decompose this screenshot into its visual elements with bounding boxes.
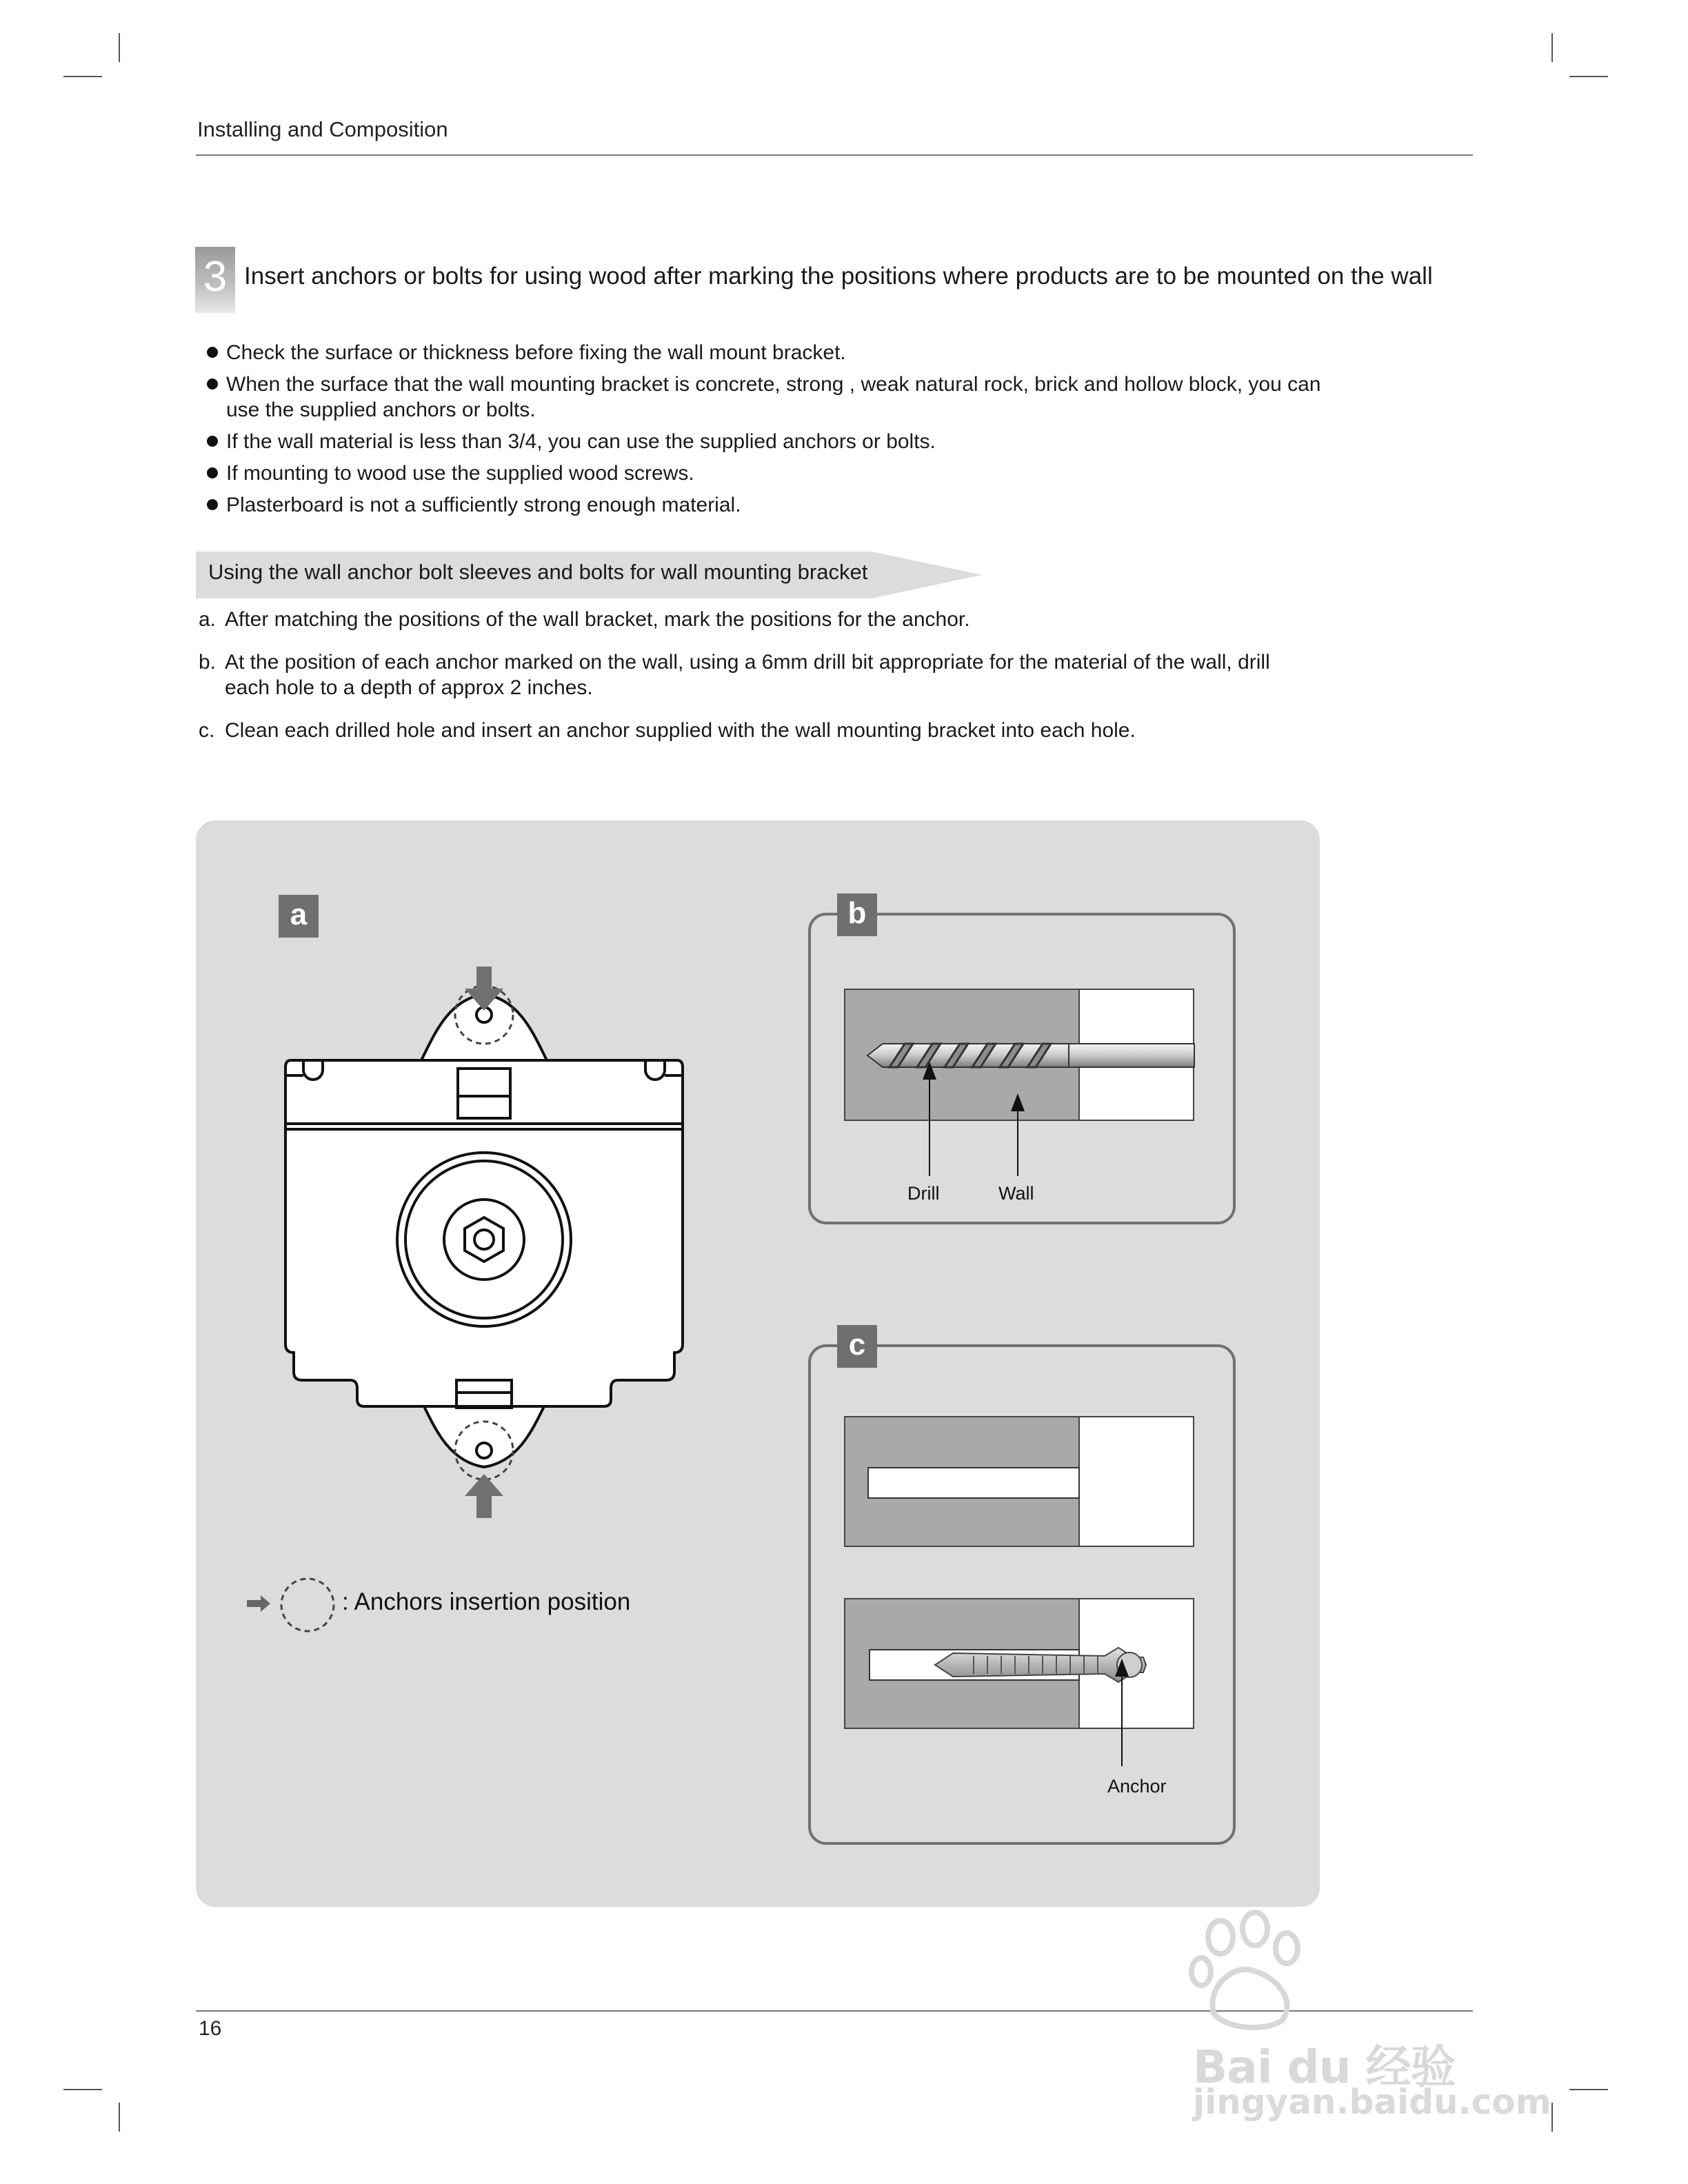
list-item-text: If the wall material is less than 3/4, you can use the supplied anchors or bolts. (226, 430, 936, 453)
callout-arrows (910, 1062, 1034, 1179)
page-number: 16 (199, 2017, 222, 2040)
step-title: Insert anchors or bolts for using wood after marking the positions where products are to be mounted on the wall (244, 263, 1433, 290)
list-item (207, 340, 1379, 365)
section-header: Installing and Composition (197, 117, 448, 141)
figure-label-b: b (837, 893, 877, 936)
crop-mark (63, 2089, 102, 2090)
drill-label: Drill (907, 1183, 940, 1204)
list-item-text: If mounting to wood use the supplied wood screws. (226, 462, 694, 485)
instruction-step (199, 607, 1371, 632)
crop-mark (1569, 2089, 1608, 2090)
list-item (207, 429, 1379, 454)
instruction-steps (199, 607, 1371, 760)
step-text: At the position of each anchor marked on the wall, using a 6mm drill bit appropriate for the material of the wall, drill each hole to a depth of approx 2 inches. (225, 651, 1270, 699)
bullet-dot-icon (207, 347, 218, 358)
drilled-hole (867, 1467, 1080, 1499)
dashed-circle-icon (279, 1576, 336, 1634)
anchor-callout-arrow (1112, 1659, 1132, 1769)
step-number: 3 (203, 253, 228, 301)
step-text: After matching the positions of the wall bracket, mark the positions for the anchor. (225, 608, 970, 631)
wall-label: Wall (998, 1183, 1034, 1204)
crop-mark (119, 2103, 120, 2132)
crop-mark (119, 33, 120, 62)
bullet-dot-icon (207, 467, 218, 478)
step-letter: b. (199, 651, 217, 674)
header-rule (196, 154, 1473, 156)
crop-mark (1551, 33, 1553, 62)
instruction-step (199, 649, 1371, 700)
step-letter: a. (199, 608, 217, 631)
open-side (1078, 1416, 1194, 1547)
list-item (207, 372, 1379, 423)
crop-mark (63, 76, 102, 77)
instruction-step (199, 718, 1371, 743)
list-item-text: Check the surface or thickness before fixing the wall mount bracket. (226, 341, 846, 364)
bullet-dot-icon (207, 499, 218, 510)
bullet-list (207, 340, 1379, 524)
crop-mark (1569, 76, 1608, 77)
legend-text: : Anchors insertion position (342, 1588, 631, 1615)
wall-bracket-illustration (276, 958, 703, 1530)
figure-label-a: a (279, 895, 319, 938)
paw-logo-icon (1186, 1910, 1310, 2034)
bullet-dot-icon (207, 378, 218, 390)
arrow-icon (247, 1595, 270, 1612)
bullet-dot-icon (207, 436, 218, 447)
list-item-text: Plasterboard is not a sufficiently strong enough material. (226, 494, 741, 516)
subsection-title: Using the wall anchor bolt sleeves and bolts for wall mounting bracket (208, 560, 868, 584)
watermark-logo-text: Bai du 经验 (1193, 2041, 1456, 2094)
step-text: Clean each drilled hole and insert an anchor supplied with the wall mounting bracket into each hole. (225, 719, 1136, 742)
list-item (207, 492, 1379, 518)
crop-mark (1551, 2103, 1553, 2132)
list-item (207, 461, 1379, 486)
list-item-text: When the surface that the wall mounting bracket is concrete, strong , weak natural rock, brick and hollow block, you can use the supplied anchors or bolts. (226, 373, 1321, 421)
figure-label-c: c (837, 1325, 877, 1368)
watermark-url: jingyan.baidu.com (1193, 2082, 1551, 2122)
step-letter: c. (199, 719, 215, 742)
anchor-label: Anchor (1107, 1776, 1167, 1797)
